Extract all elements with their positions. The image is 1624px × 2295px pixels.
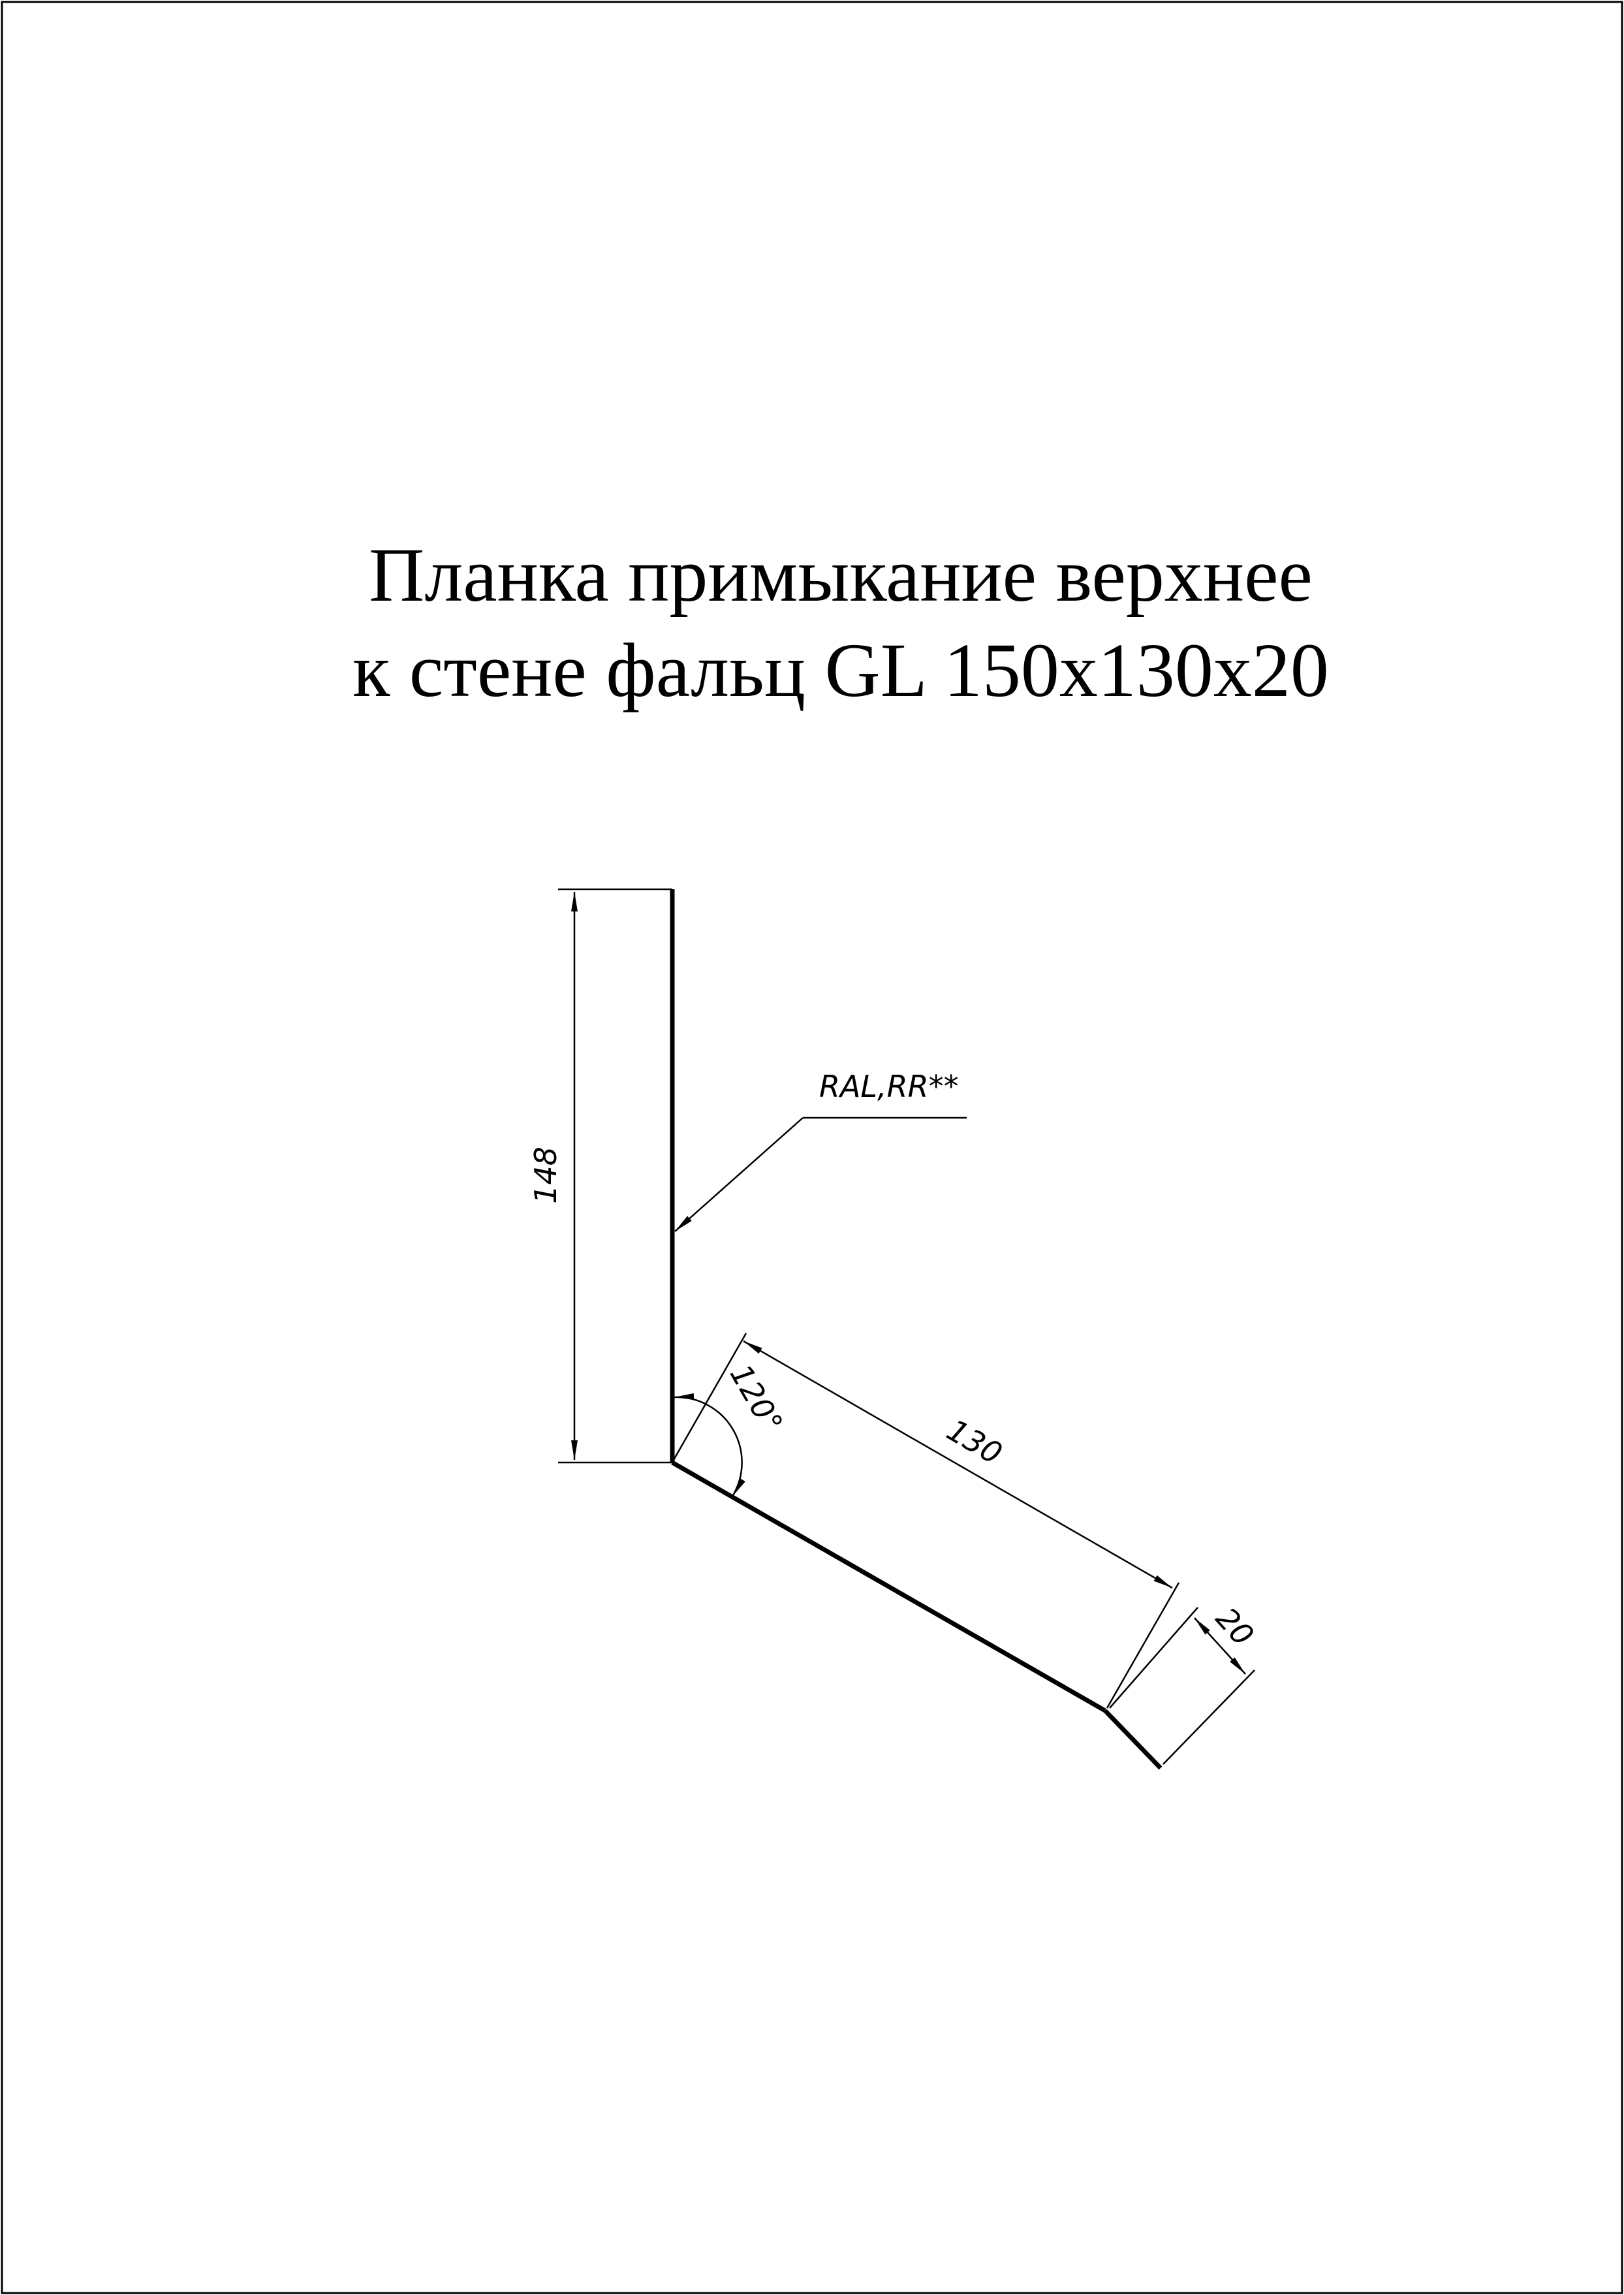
drawing-title-line-1: Планка примыкание верхнее bbox=[369, 532, 1313, 618]
dimension-long-label: 130 bbox=[941, 1412, 1008, 1472]
profile-sloped-face bbox=[672, 1463, 1105, 1711]
dimension-angle-label: 120° bbox=[723, 1358, 790, 1439]
sheet-border bbox=[2, 2, 1622, 2293]
coating-callout-label: RAL,RR** bbox=[819, 1069, 959, 1104]
dimension-vertical-label: 148 bbox=[528, 1147, 563, 1204]
profile-hem-fold bbox=[1105, 1711, 1161, 1768]
drawing-title-line-2: к стене фальц GL 150x130x20 bbox=[352, 627, 1329, 713]
coating-callout bbox=[675, 1118, 967, 1231]
dimension-vertical bbox=[558, 889, 672, 1463]
dimension-short-label: 20 bbox=[1209, 1600, 1261, 1653]
flashing-profile bbox=[672, 889, 1161, 1768]
